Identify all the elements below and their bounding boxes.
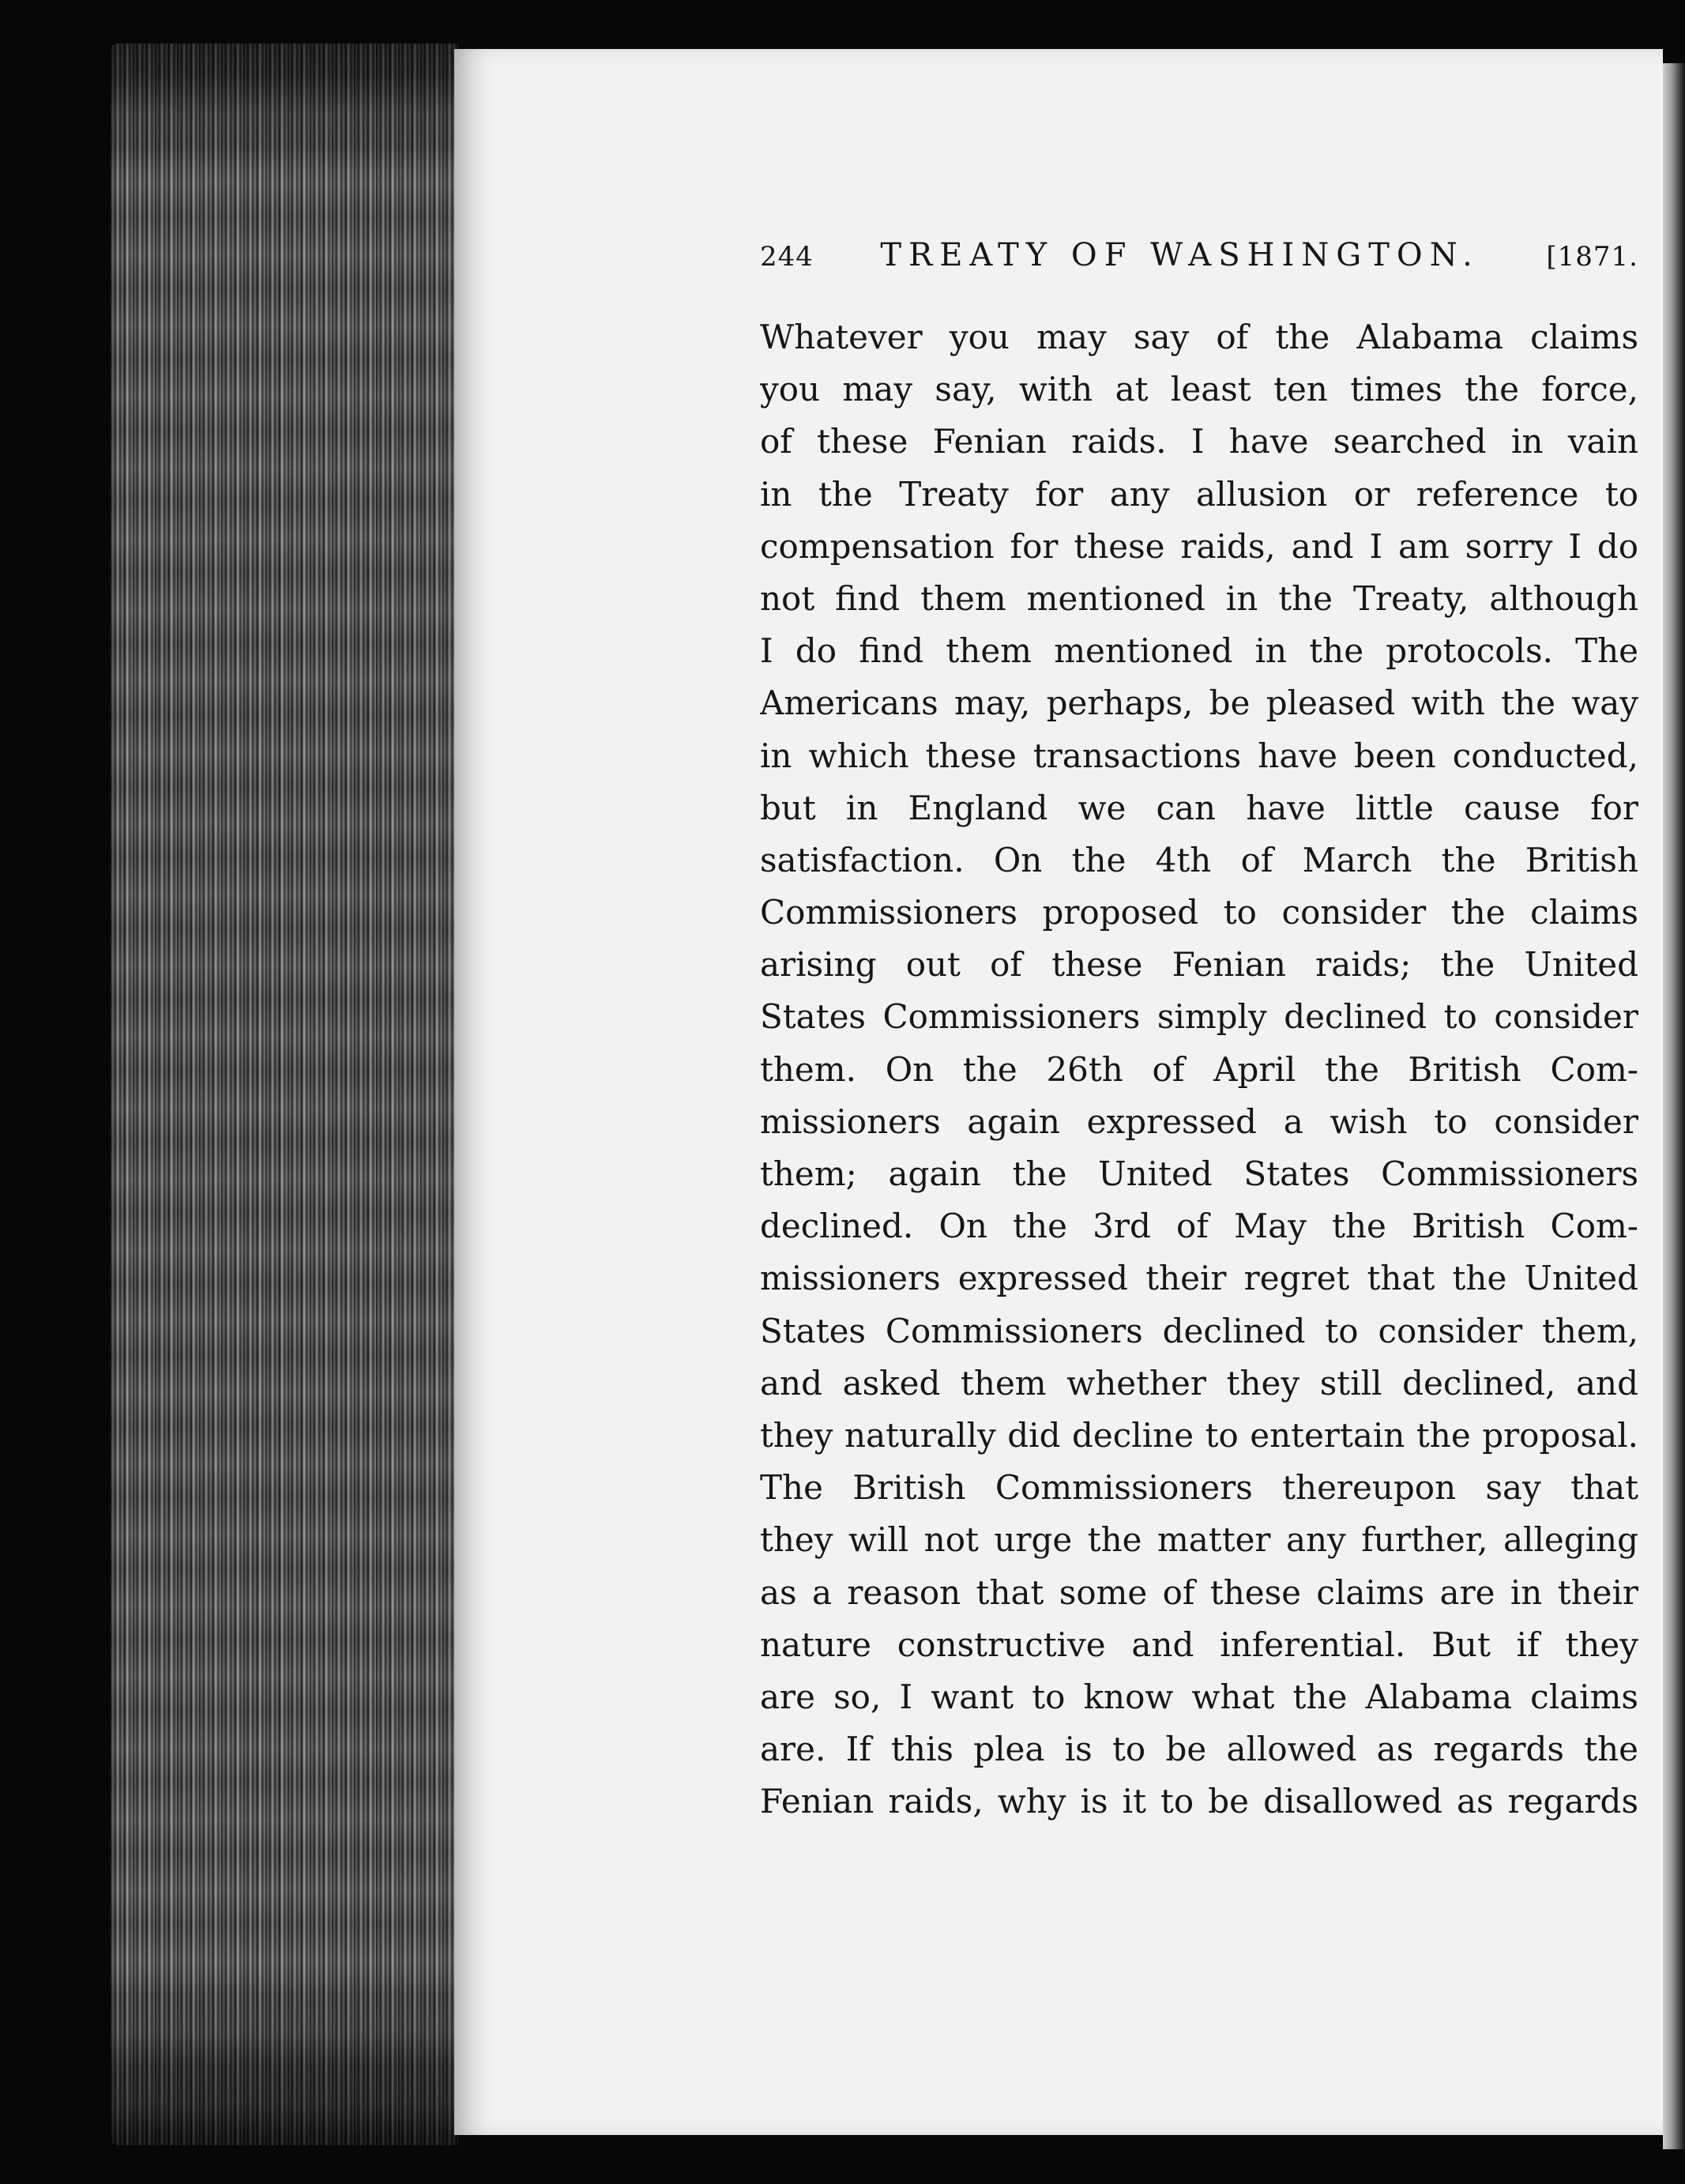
running-title: TREATY OF WASHINGTON. xyxy=(880,237,1480,273)
text-line: declined. On the 3rd of May the British Com- xyxy=(760,1207,1638,1246)
body-text xyxy=(760,311,1638,1828)
text-line: Fenian raids, why is it to be disallowed as regards xyxy=(760,1782,1638,1821)
text-line: but in England we can have little cause for xyxy=(760,788,1638,827)
text-block xyxy=(760,237,1638,1828)
text-line: are so, I want to know what the Alabama claims xyxy=(760,1677,1638,1716)
text-line: The British Commissioners thereupon say that xyxy=(760,1468,1638,1508)
text-line: as a reason that some of these claims are in their xyxy=(760,1572,1638,1612)
text-line: States Commissioners declined to consider them, xyxy=(760,1311,1638,1350)
text-line: compensation for these raids, and I am sorry I do xyxy=(760,526,1638,566)
text-line: Commissioners proposed to consider the claims xyxy=(760,893,1638,932)
text-line: not find them mentioned in the Treaty, although xyxy=(760,578,1638,618)
text-line: them. On the 26th of April the British Com- xyxy=(760,1049,1638,1089)
text-line: satisfaction. On the 4th of March the British xyxy=(760,840,1638,879)
text-line: and asked them whether they still declined, and xyxy=(760,1363,1638,1403)
page-block-edges xyxy=(111,43,458,2145)
text-line: them; again the United States Commissioners xyxy=(760,1154,1638,1193)
text-line: Americans may, perhaps, be pleased with the way xyxy=(760,683,1638,723)
text-line: they naturally did decline to entertain the proposal. xyxy=(760,1415,1638,1455)
page-number: 244 xyxy=(760,241,814,273)
text-line: States Commissioners simply declined to consider xyxy=(760,997,1638,1037)
running-head xyxy=(760,237,1638,284)
text-line: of these Fenian raids. I have searched in vain xyxy=(760,422,1638,461)
text-line: in the Treaty for any allusion or reference to xyxy=(760,474,1638,514)
text-line: are. If this plea is to be allowed as regards the xyxy=(760,1730,1638,1769)
text-line: they will not urge the matter any further, alleging xyxy=(760,1520,1638,1560)
text-line: nature constructive and inferential. But if they xyxy=(760,1625,1638,1664)
text-line: arising out of these Fenian raids; the United xyxy=(760,945,1638,985)
running-year: [1871. xyxy=(1546,241,1638,273)
text-line: missioners again expressed a wish to consider xyxy=(760,1101,1638,1141)
text-line: missioners expressed their regret that the United xyxy=(760,1259,1638,1298)
text-line: I do find them mentioned in the protocols. The xyxy=(760,631,1638,671)
page-right-edge xyxy=(1663,63,1685,2149)
text-line: you may say, with at least ten times the force, xyxy=(760,370,1638,409)
text-line: Whatever you may say of the Alabama claims xyxy=(760,318,1638,356)
text-line: in which these transactions have been conducted, xyxy=(760,736,1638,775)
